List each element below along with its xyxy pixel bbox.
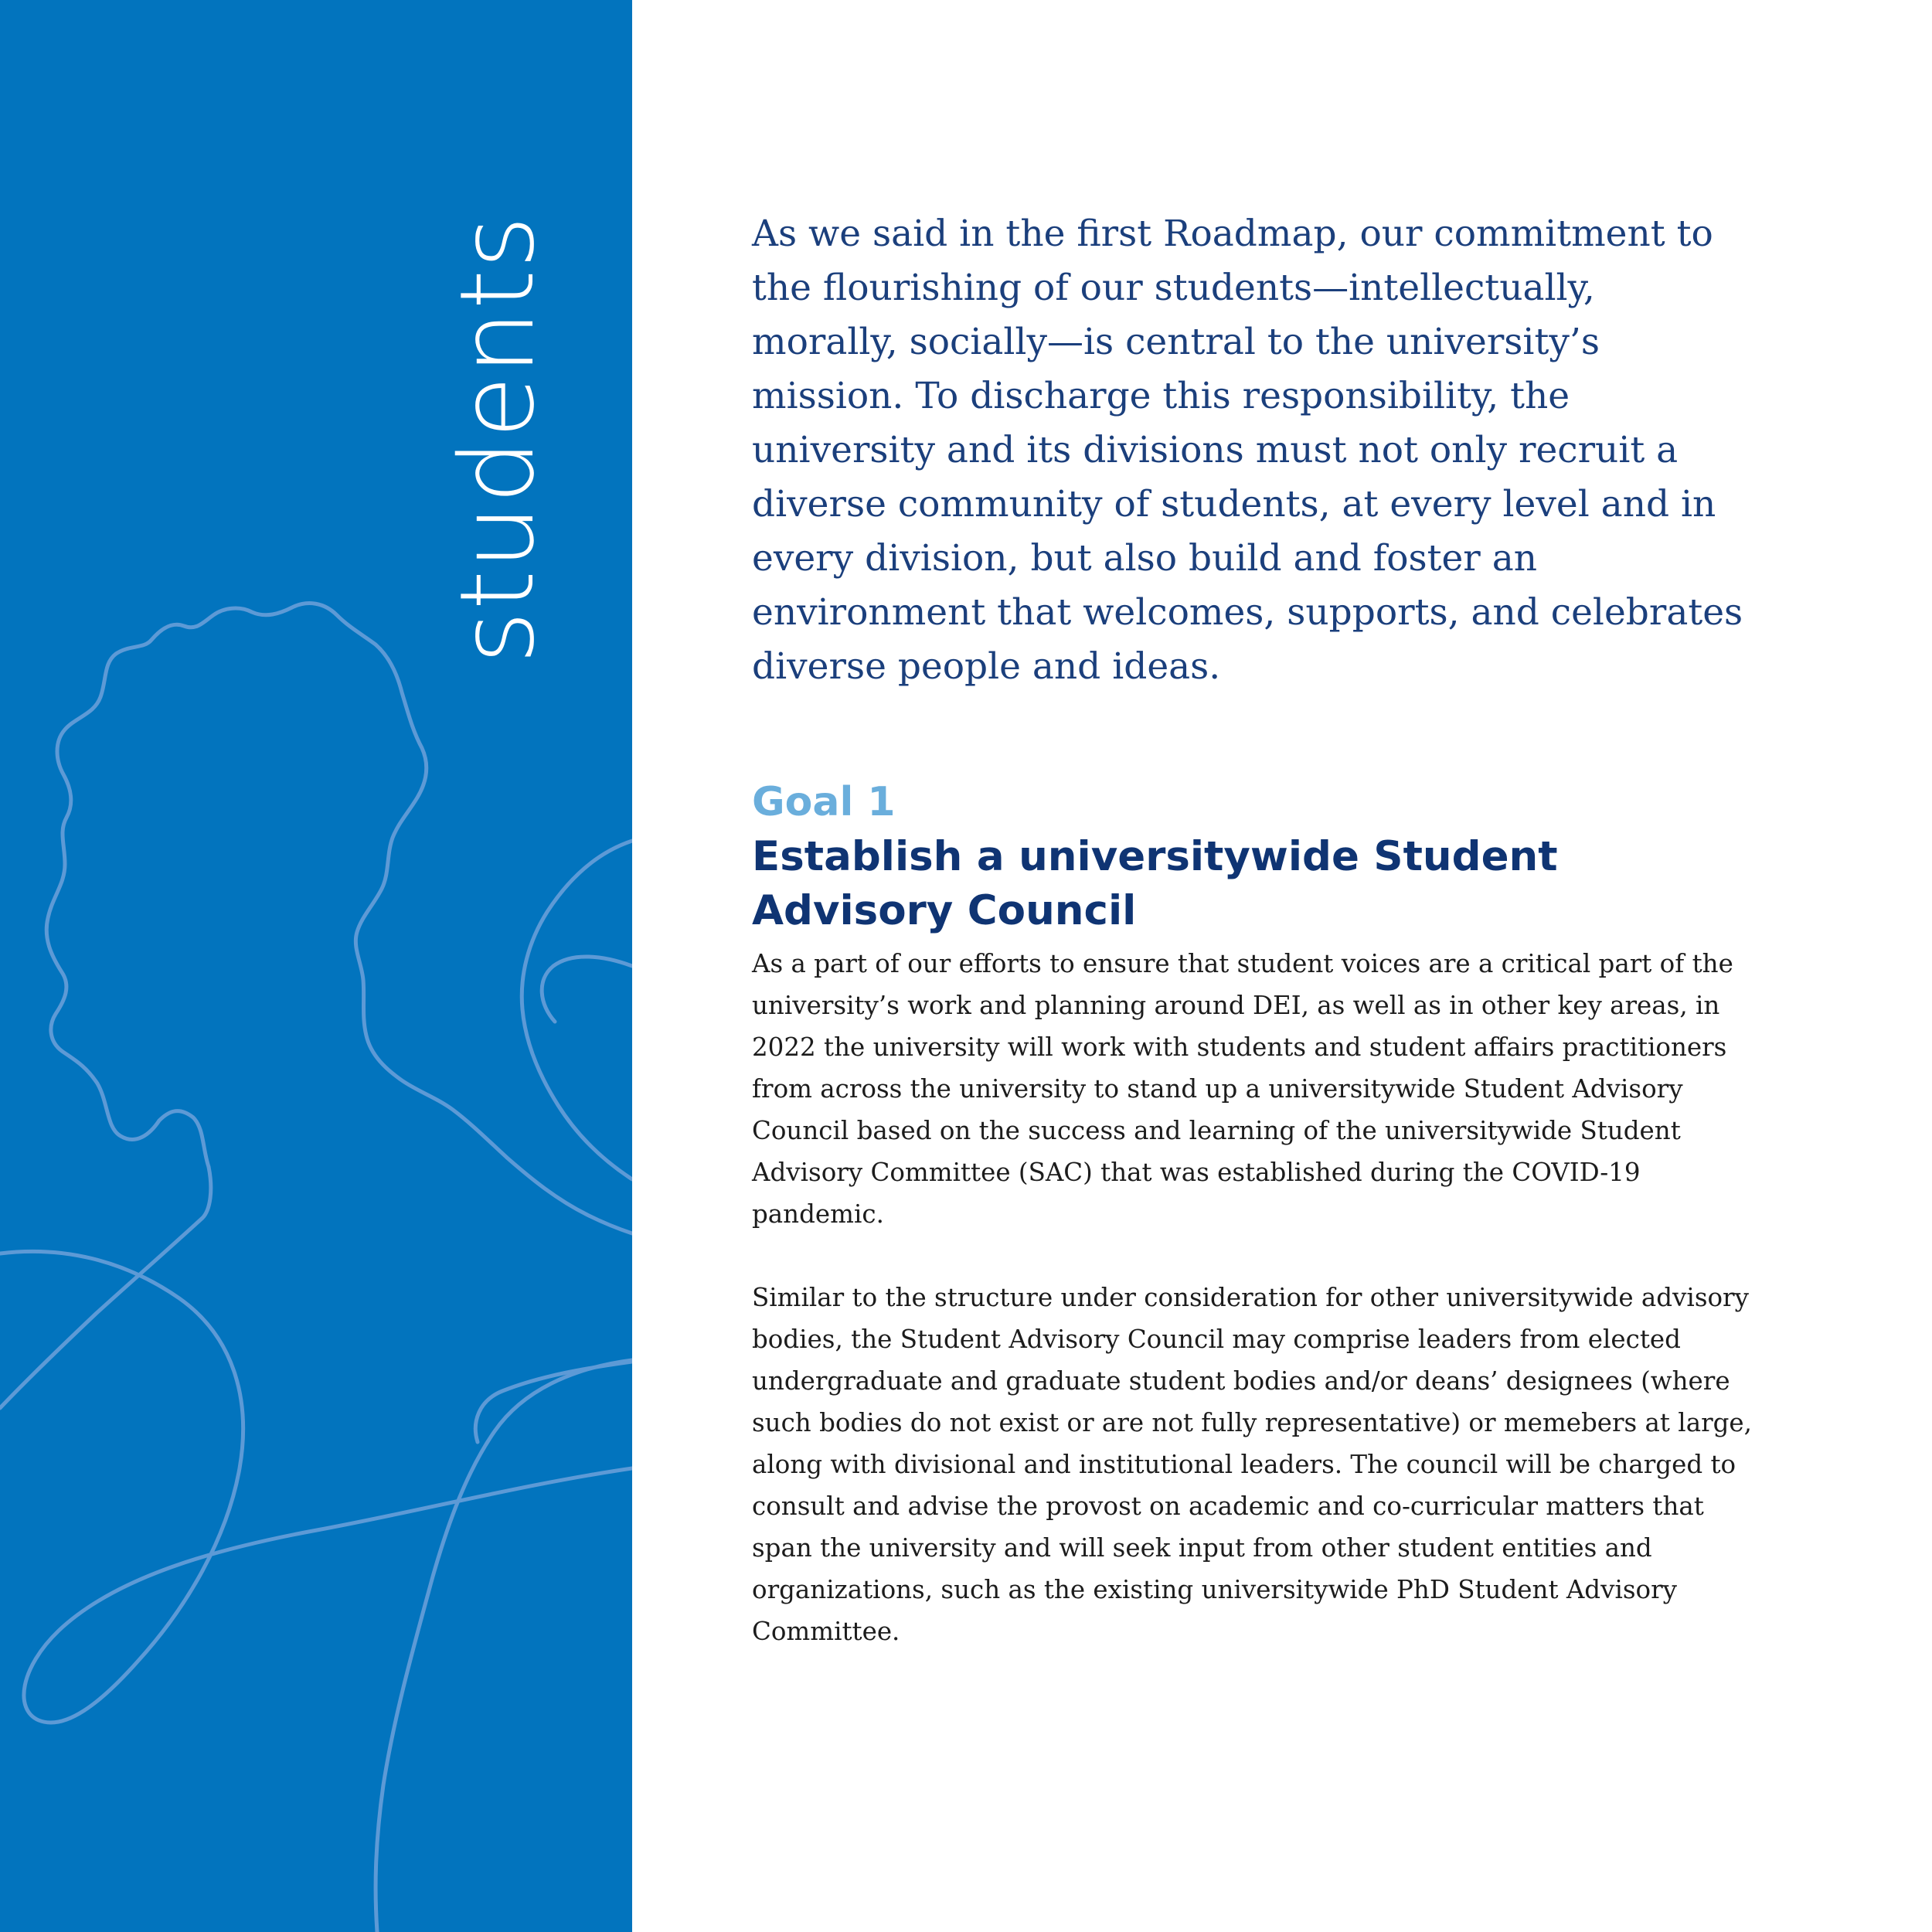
second-figure-inner	[542, 957, 632, 1022]
goal-title: Establish a universitywide Student Advisory Council	[752, 833, 1558, 934]
sidebar-panel	[0, 0, 632, 1932]
left-shoulder-outline	[0, 1167, 211, 1408]
descending-arc-outline	[376, 1360, 632, 1932]
goal-label: Goal 1	[752, 779, 896, 825]
body-paragraph-2: Similar to the structure under consideration for other universitywide advisory bodies, the Student Advisory Council may comprise leaders from elected undergraduate and graduate student bodies and/or deans’ designees (where such bodies do not exist or are not fully representative) or memebers at large, along with divisional and institutional leaders. The council will be charged to consult and advise the provost on academic and co-curricular matters that span the university and will seek input from other student entities and organizations, such as the existing universitywide PhD Student Advisory Committee.	[752, 1283, 1752, 1646]
lower-hump-outline	[475, 1362, 632, 1442]
intro-statement: As we said in the first Roadmap, our commitment to the flourishing of our students—intellectually, morally, socially—is central to the university’s mission. To discharge this responsibility, the university and its divisions must not only recruit a diverse community of students, at every level and in every division, but also build and foster an environment that welcomes, supports, and celebrates diverse people and ideas.	[752, 213, 1743, 688]
loop-line-outline	[0, 1251, 632, 1723]
second-figure-outline	[522, 841, 632, 1179]
section-title-vertical: students	[438, 215, 557, 665]
body-paragraph-1: As a part of our efforts to ensure that student voices are a critical part of the university’s work and planning around DEI, as well as in other key areas, in 2022 the university will work with students and student affairs practitioners from across the university to stand up a universitywide Student Advisory Council based on the success and learning of the universitywide Student Advisory Committee (SAC) that was established during the COVID-19 pandemic.	[752, 949, 1733, 1229]
main-content	[752, 207, 1757, 1652]
